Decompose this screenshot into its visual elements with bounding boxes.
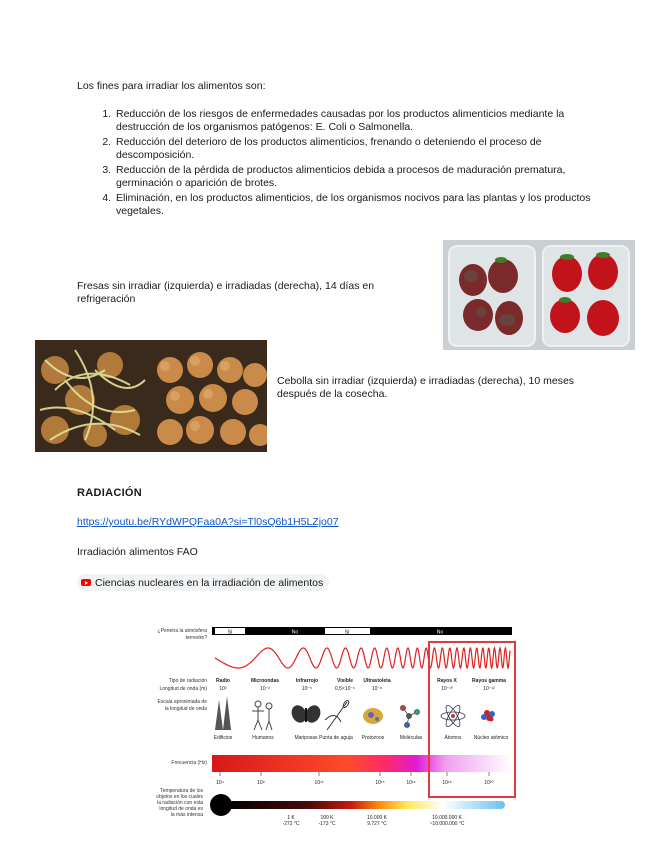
- section-heading: RADIACIÓN: [77, 487, 143, 499]
- temperature-label: la más intensa: [170, 812, 203, 818]
- protozoa-icon: [363, 708, 383, 724]
- wavelength-value: 10³: [219, 686, 227, 692]
- temperature-label: longitud de onda es: [159, 806, 203, 812]
- frecuencia-label: Frecuencia (Hz): [171, 760, 207, 766]
- type-label: Infrarrojo: [295, 678, 319, 684]
- tipo-label: Tipo de radiación: [168, 678, 207, 684]
- wavelength-value: 0,5×10⁻⁶: [334, 686, 356, 692]
- needle-icon: [325, 700, 350, 730]
- type-label: Ultravioleta: [363, 678, 391, 684]
- intro-text: Los fines para irradiar los alimentos son:: [77, 80, 266, 92]
- type-label: Visible: [336, 678, 354, 684]
- humans-icon: [252, 701, 272, 730]
- wavelength-value: 10⁻²: [260, 686, 270, 692]
- frequency-bar: [212, 755, 512, 772]
- scale-object-label: Mariposas: [294, 735, 318, 741]
- list-item: 1. Reducción de los riesgos de enfermedades causadas por los productos alimenticios mediante la destrucción de los organismos patógenos: E. Coli o Salmonella.: [114, 108, 594, 134]
- freq-tick: 10¹⁶: [406, 780, 416, 786]
- molecule-icon: [401, 706, 420, 728]
- type-label: Microondas: [250, 678, 280, 684]
- freq-tick: 10⁴: [216, 780, 224, 786]
- atm-label: No: [291, 629, 299, 636]
- escala-label-2: la longitud de onda: [164, 706, 207, 712]
- buildings-icon: [215, 696, 231, 730]
- youtube-icon: [81, 579, 91, 586]
- temp-kelvin: 1 K: [287, 815, 295, 821]
- freq-tick: 10²⁰: [484, 780, 494, 786]
- list-item: 3. Reducción de la pérdida de productos alimenticios debida a procesos de maduración prematura, germinación o aparición de brotes.: [114, 164, 594, 190]
- type-label: Radio: [216, 678, 230, 684]
- temp-celsius: -173 °C: [318, 821, 336, 827]
- fao-label: Irradiación alimentos FAO: [77, 546, 198, 558]
- temp-kelvin: 10.000.000 K: [432, 815, 462, 821]
- atm-label: Sí: [227, 629, 233, 636]
- list-item: 2. Reducción del deterioro de los productos alimenticios, frenando o deteniendo el proceso de descomposición.: [114, 136, 594, 162]
- temperature-bar: [225, 801, 505, 809]
- strawberries-photo: [443, 240, 635, 350]
- scale-object-label: Moléculas: [399, 735, 423, 741]
- scale-object-label: Átomos: [444, 735, 462, 741]
- longitud-label: Longitud de onda (m): [159, 686, 207, 692]
- freq-tick: 10¹²: [314, 780, 324, 786]
- temperature-label: la radiación con esta: [157, 800, 203, 806]
- list-item: 4. Eliminación, en los productos alimenticios, de los organismos nocivos para las plantas y los productos vegetales.: [114, 192, 594, 218]
- temperature-label: Temperatura de los: [160, 788, 203, 794]
- atmosphere-question-2: terrestre?: [185, 635, 207, 641]
- scale-object-label: Humanos: [252, 735, 274, 741]
- freq-tick: 10¹⁸: [442, 780, 452, 786]
- atm-label: No: [436, 629, 444, 636]
- cebolla-caption: Cebolla sin irradiar (izquierda) e irradiadas (derecha), 10 meses después de la cosecha.: [277, 375, 575, 400]
- fresas-caption: Fresas sin irradiar (izquierda) e irradiadas (derecha), 14 días en refrigeración: [77, 280, 375, 305]
- type-label: Rayos gamma: [472, 678, 506, 684]
- video-chip-label: Ciencias nucleares en la irradiación de alimentos: [95, 576, 324, 589]
- wavelength-value: 10⁻¹⁰: [441, 686, 453, 692]
- scale-object-label: Núcleo atómico: [473, 735, 509, 741]
- wavelength-value: 10⁻⁵: [301, 686, 313, 692]
- temp-celsius: ~10.000.000 °C: [429, 821, 465, 827]
- spectrum-diagram: [135, 622, 520, 842]
- scale-object-label: Edificios: [213, 735, 233, 741]
- atm-label: Sí: [344, 629, 350, 636]
- nucleus-icon: [481, 710, 495, 722]
- wavelength-value: 10⁻⁸: [371, 686, 383, 692]
- scale-object-label: Protozoos: [361, 735, 385, 741]
- freq-tick: 10¹⁵: [375, 780, 385, 786]
- temp-kelvin: 100 K: [320, 815, 334, 821]
- youtube-link[interactable]: https://youtu.be/RYdWPQFaa0A?si=Tl0sQ6b1H5LZjo07: [77, 516, 339, 528]
- temp-kelvin: 10.000 K: [366, 815, 388, 821]
- wavelength-value: 10⁻¹²: [483, 686, 495, 692]
- type-label: Rayos X: [437, 678, 457, 684]
- scale-object-label: Punta de aguja: [319, 735, 353, 741]
- onions-photo: [35, 340, 267, 452]
- temperature-label: objetos en los cuales: [156, 794, 203, 800]
- freq-tick: 10⁸: [257, 780, 265, 786]
- escala-label-1: Escala aproximada de: [157, 699, 207, 705]
- temp-celsius: 9.727 °C: [367, 821, 387, 827]
- atom-icon: [441, 704, 465, 729]
- video-chip[interactable]: [77, 574, 329, 591]
- atmosphere-question-1: ¿Penetra la atmósfera: [157, 628, 207, 634]
- temp-celsius: -272 °C: [282, 821, 300, 827]
- butterfly-icon: [289, 703, 323, 725]
- em-wave: [215, 648, 510, 668]
- fines-list: [97, 108, 594, 220]
